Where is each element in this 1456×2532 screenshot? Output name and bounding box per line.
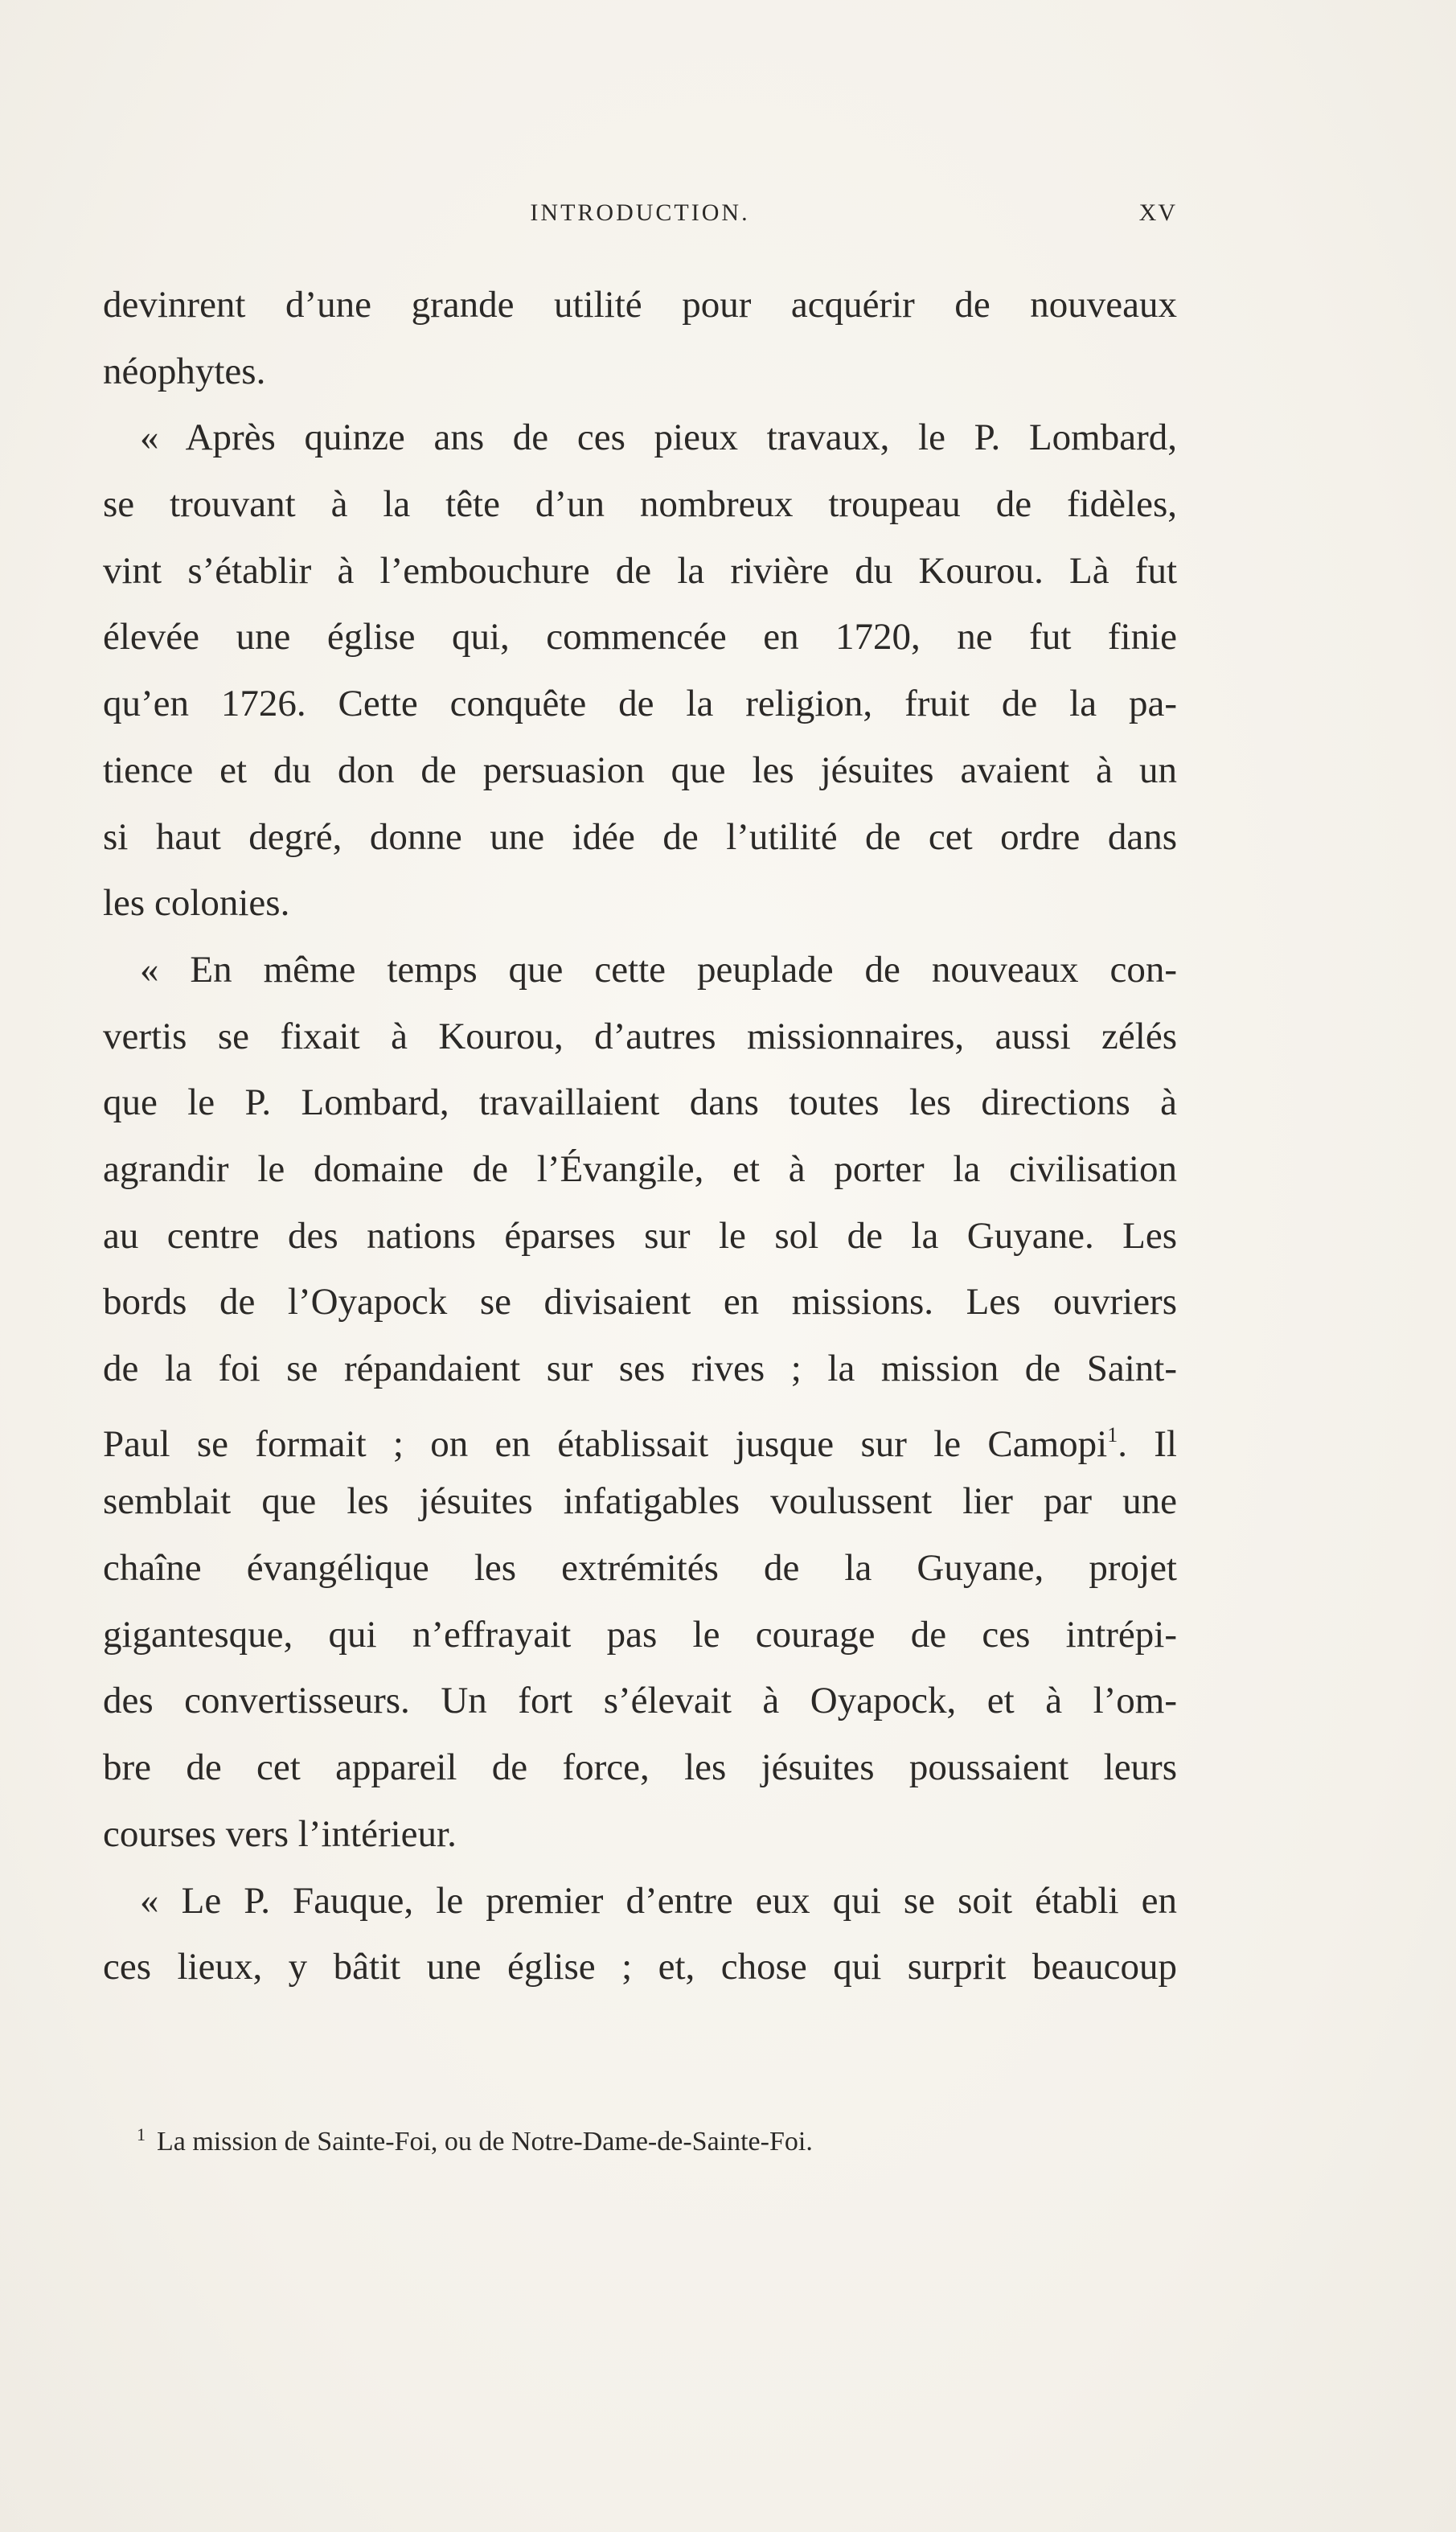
- running-title: INTRODUCTION.: [530, 199, 750, 226]
- text-line: ces lieux, y bâtit une église ; et, chose qui surprit beaucoup: [103, 1946, 1177, 1988]
- text-line: au centre des nations éparses sur le sol de la Guyane. Les: [103, 1214, 1177, 1257]
- text-segment: . Il: [1118, 1422, 1177, 1465]
- text-line: devinrent d’une grande utilité pour acquérir de nouveaux: [103, 284, 1177, 326]
- running-header: [103, 193, 1177, 233]
- text-line: « En même temps que cette peuplade de nouveaux con-: [140, 948, 1177, 991]
- footnote-marker: 1: [137, 2124, 146, 2144]
- text-line: élevée une église qui, commencée en 1720, ne fut finie: [103, 616, 1177, 659]
- text-line: se trouvant à la tête d’un nombreux troupeau de fidèles,: [103, 483, 1177, 526]
- text-line: de la foi se répandaient sur ses rives ; la mission de Saint-: [103, 1348, 1177, 1389]
- text-line: semblait que les jésuites infatigables voulussent lier par une: [103, 1480, 1177, 1523]
- footnote-reference: 1: [1107, 1422, 1118, 1447]
- text-line: néophytes.: [103, 350, 266, 392]
- text-segment: Paul se formait ; on en établissait jusque sur le Camopi: [103, 1422, 1108, 1465]
- text-line: vint s’établir à l’embouchure de la rivière du Kourou. Là fut: [103, 549, 1177, 592]
- text-line: agrandir le domaine de l’Évangile, et à porter la civilisation: [103, 1147, 1177, 1190]
- footnote-text: La mission de Sainte-Foi, ou de Notre-Dame-de-Sainte-Foi.: [157, 2127, 813, 2157]
- text-line: tience et du don de persuasion que les jésuites avaient à un: [103, 749, 1177, 791]
- text-line: les colonies.: [103, 882, 290, 925]
- body-text: [103, 272, 1177, 2001]
- text-line: gigantesque, qui n’effrayait pas le courage de ces intrépi-: [103, 1613, 1177, 1656]
- text-line: bre de cet appareil de force, les jésuites poussaient leurs: [103, 1746, 1177, 1789]
- text-line: vertis se fixait à Kourou, d’autres missionnaires, aussi zélés: [103, 1015, 1177, 1057]
- text-line: qu’en 1726. Cette conquête de la religion, fruit de la pa-: [103, 683, 1177, 725]
- text-line: chaîne évangélique les extrémités de la Guyane, projet: [103, 1547, 1177, 1590]
- text-line: courses vers l’intérieur.: [103, 1812, 457, 1855]
- text-line: [103, 1402, 1177, 1469]
- text-line: que le P. Lombard, travaillaient dans toutes les directions à: [103, 1081, 1177, 1124]
- text-line: « Après quinze ans de ces pieux travaux, le P. Lombard,: [140, 417, 1177, 459]
- text-line: des convertisseurs. Un fort s’élevait à Oyapock, et à l’om-: [103, 1680, 1177, 1722]
- page-number: XV: [1138, 199, 1177, 226]
- text-line: « Le P. Fauque, le premier d’entre eux qui se soit établi en: [140, 1879, 1177, 1922]
- footnote: [137, 2115, 1101, 2162]
- text-line: si haut degré, donne une idée de l’utilité de cet ordre dans: [103, 815, 1177, 858]
- text-line: bords de l’Oyapock se divisaient en missions. Les ouvriers: [103, 1281, 1177, 1323]
